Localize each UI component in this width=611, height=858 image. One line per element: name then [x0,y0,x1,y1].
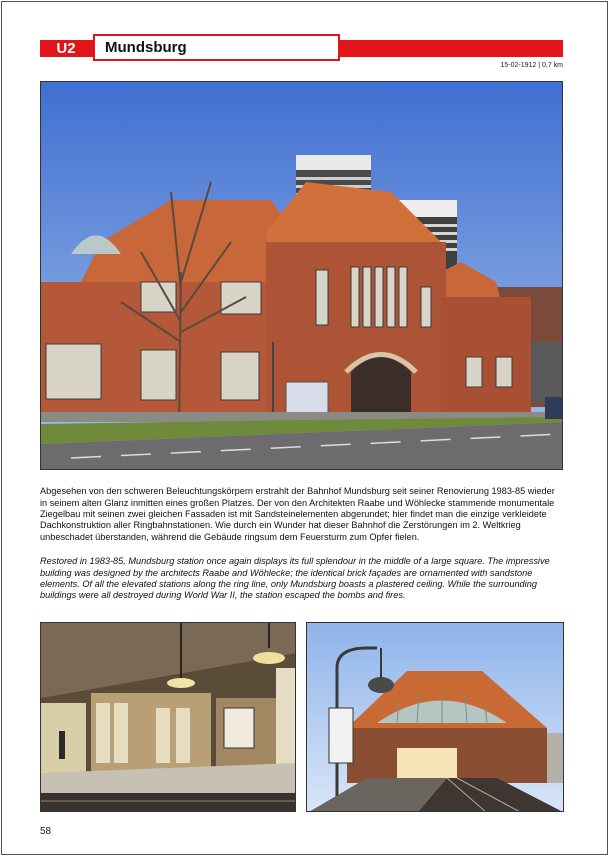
platform-hall-photo [306,622,564,812]
line-code: U2 [56,40,76,57]
caption-german: Abgesehen von den schweren Beleuchtungskörpern erstrahlt der Bahnhof Mundsburg seit seiner Renovierung 1983-85 wieder in seinem alten Glanz inmitten eines großen Platzes. Der von den Architekten Raabe und Wöhlecke stammende monumentale Ziegelbau mit seinen zwei gleichen Fassaden ist mit Sandsteinelementen abgerundet; hier findet man die einzige verkleidete Dachkonstruktion aller Ringbahnstationen. Wie durch ein Wunder hat dieser Bahnhof die Zerstörungen im 2. Weltkrieg unbeschadet überstanden, während die Gebäude ringsum dem Feuersturm zum Opfer fielen. [40,486,555,542]
page-number: 58 [40,826,52,837]
caption-english: Restored in 1983-85, Mundsburg station once again displays its full splendour in the middle of a large square. The impressive building was designed by the architects Raabe and Wöhlecke; the identical brick façades are ornamented with sandstone elements. Of all the elevated stations along the ring line, only Mundsburg boasts a plastered ceiling. While the surrounding buildings were all destroyed during World War II, the station escaped the bombs and fires. [40,556,550,601]
station-title: Mundsburg [105,39,187,56]
opening-date-distance: 15-02-1912 | 0,7 km [500,62,563,69]
platform-interior-photo [40,622,296,812]
station-exterior-photo [40,81,563,470]
title-box [93,34,340,61]
